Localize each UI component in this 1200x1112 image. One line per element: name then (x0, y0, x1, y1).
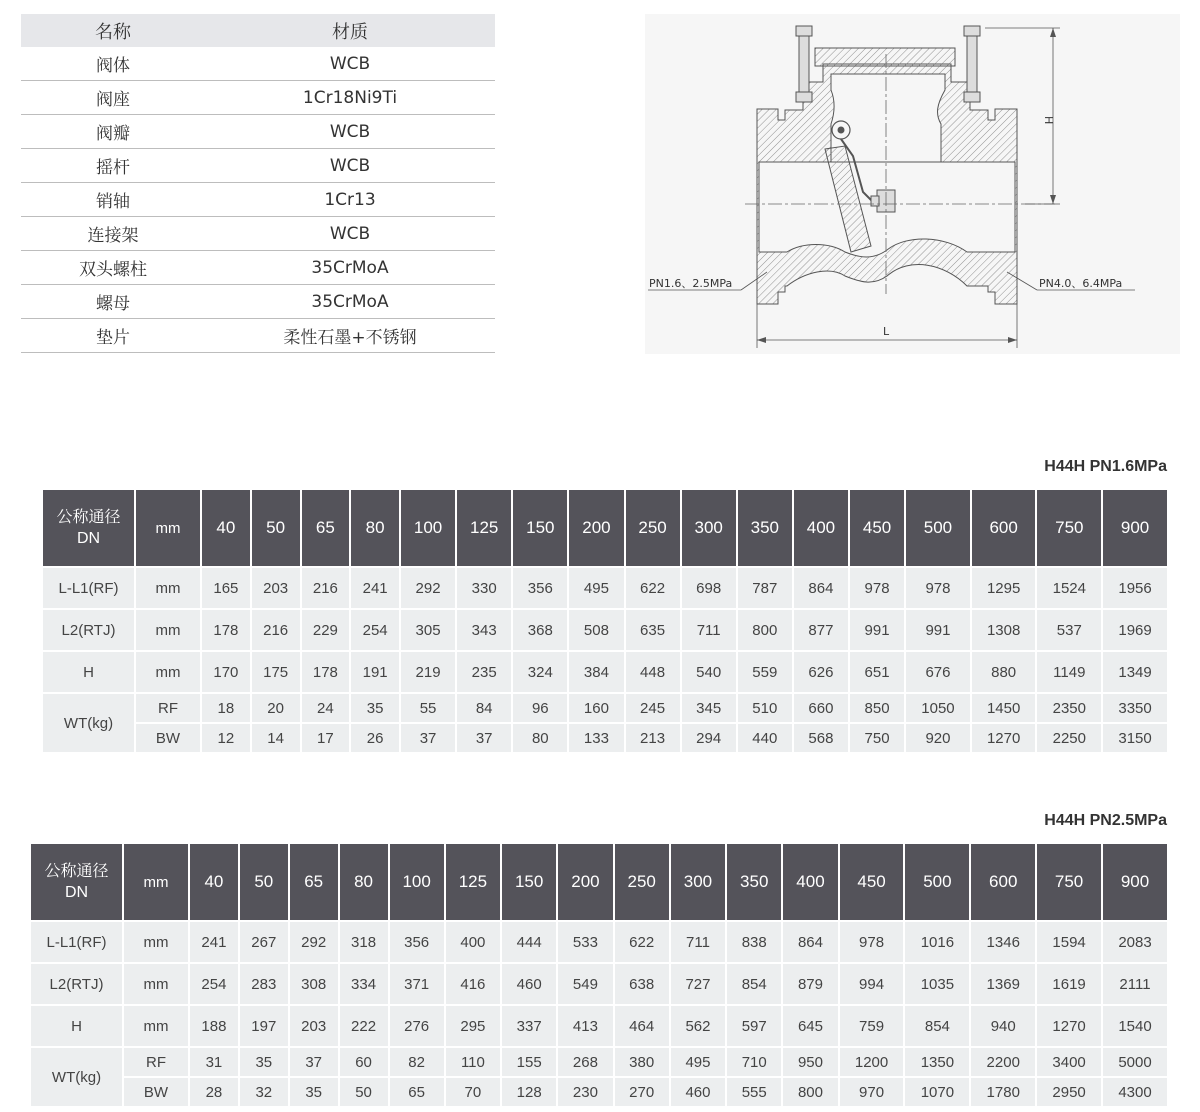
value-cell: 254 (351, 610, 399, 650)
value-cell: 371 (390, 964, 444, 1004)
value-cell: 400 (446, 922, 500, 962)
row-l2 (31, 964, 1167, 1004)
value-cell: 197 (240, 1006, 288, 1046)
size-cell: 65 (302, 490, 350, 566)
value-cell: 464 (615, 1006, 669, 1046)
value-cell: 5000 (1103, 1048, 1167, 1076)
value-cell: 128 (502, 1078, 556, 1106)
row-unit: RF (136, 694, 200, 722)
value-cell: 330 (457, 568, 511, 608)
materials-header-name: 名称 (21, 14, 205, 47)
row-label: L-L1(RF) (31, 922, 122, 962)
value-cell: 70 (446, 1078, 500, 1106)
row-l2 (43, 610, 1167, 650)
row-unit: BW (124, 1078, 188, 1106)
materials-row (21, 217, 495, 251)
size-cell: 80 (351, 490, 399, 566)
size-cell: 900 (1103, 844, 1167, 920)
materials-header-row (21, 14, 495, 47)
value-cell: 1524 (1037, 568, 1101, 608)
value-cell: 35 (351, 694, 399, 722)
value-cell: 864 (794, 568, 848, 608)
value-cell: 356 (513, 568, 567, 608)
value-cell: 1450 (972, 694, 1036, 722)
value-cell: 2250 (1037, 724, 1101, 752)
value-cell: 1780 (971, 1078, 1035, 1106)
value-cell: 178 (202, 610, 250, 650)
row-l-l1 (31, 922, 1167, 962)
materials-row (21, 183, 495, 217)
value-cell: 12 (202, 724, 250, 752)
value-cell: 444 (502, 922, 556, 962)
value-cell: 1969 (1103, 610, 1167, 650)
size-cell: 900 (1103, 490, 1167, 566)
value-cell: 991 (906, 610, 970, 650)
size-cell: 125 (446, 844, 500, 920)
value-cell: 324 (513, 652, 567, 692)
row-label: L2(RTJ) (31, 964, 122, 1004)
size-cell: 100 (390, 844, 444, 920)
value-cell: 37 (290, 1048, 338, 1076)
part-name: 销轴 (21, 183, 205, 217)
value-cell: 14 (252, 724, 300, 752)
value-cell: 540 (682, 652, 736, 692)
value-cell: 160 (569, 694, 623, 722)
value-cell: 188 (190, 1006, 238, 1046)
value-cell: 651 (850, 652, 904, 692)
value-cell: 345 (682, 694, 736, 722)
dn-header-line2: DN (76, 530, 101, 547)
value-cell: 276 (390, 1006, 444, 1046)
value-cell: 268 (558, 1048, 612, 1076)
value-cell: 978 (840, 922, 904, 962)
value-cell: 413 (558, 1006, 612, 1046)
value-cell: 416 (446, 964, 500, 1004)
value-cell: 495 (569, 568, 623, 608)
value-cell: 216 (252, 610, 300, 650)
row-unit: mm (136, 568, 200, 608)
size-cell: 350 (738, 490, 792, 566)
value-cell: 978 (906, 568, 970, 608)
value-cell: 4300 (1103, 1078, 1167, 1106)
value-cell: 950 (783, 1048, 837, 1076)
value-cell: 2950 (1037, 1078, 1101, 1106)
materials-row (21, 115, 495, 149)
materials-row (21, 149, 495, 183)
value-cell: 2111 (1103, 964, 1167, 1004)
dn-header-unit: mm (124, 844, 188, 920)
value-cell: 711 (671, 922, 725, 962)
dn-header-label (43, 490, 134, 566)
materials-row (21, 81, 495, 115)
value-cell: 133 (569, 724, 623, 752)
size-cell: 250 (626, 490, 680, 566)
value-cell: 216 (302, 568, 350, 608)
value-cell: 356 (390, 922, 444, 962)
weight-label: WT(kg) (31, 1048, 122, 1106)
value-cell: 1270 (972, 724, 1036, 752)
value-cell: 203 (252, 568, 300, 608)
row-h (31, 1006, 1167, 1046)
row-label: H (43, 652, 134, 692)
size-cell: 600 (972, 490, 1036, 566)
value-cell: 1016 (905, 922, 969, 962)
value-cell: 32 (240, 1078, 288, 1106)
dn-header-line1: 公称通径 (56, 509, 121, 526)
part-material: 柔性石墨+不锈钢 (205, 319, 495, 353)
value-cell: 645 (783, 1006, 837, 1046)
size-header-row (31, 844, 1167, 920)
value-cell: 1070 (905, 1078, 969, 1106)
value-cell: 1295 (972, 568, 1036, 608)
row-unit: mm (124, 964, 188, 1004)
value-cell: 28 (190, 1078, 238, 1106)
value-cell: 20 (252, 694, 300, 722)
value-cell: 1346 (971, 922, 1035, 962)
value-cell: 800 (738, 610, 792, 650)
size-cell: 80 (340, 844, 388, 920)
size-cell: 500 (906, 490, 970, 566)
value-cell: 787 (738, 568, 792, 608)
part-name: 阀体 (21, 47, 205, 81)
part-name: 阀瓣 (21, 115, 205, 149)
value-cell: 31 (190, 1048, 238, 1076)
value-cell: 440 (738, 724, 792, 752)
value-cell: 1956 (1103, 568, 1167, 608)
value-cell: 219 (401, 652, 455, 692)
value-cell: 318 (340, 922, 388, 962)
value-cell: 3400 (1037, 1048, 1101, 1076)
value-cell: 940 (971, 1006, 1035, 1046)
size-cell: 200 (569, 490, 623, 566)
value-cell: 568 (794, 724, 848, 752)
valve-cross-section-drawing (645, 14, 1180, 354)
value-cell: 235 (457, 652, 511, 692)
value-cell: 80 (513, 724, 567, 752)
size-cell: 450 (850, 490, 904, 566)
value-cell: 508 (569, 610, 623, 650)
dimension-l-label: L (883, 325, 890, 338)
value-cell: 622 (626, 568, 680, 608)
value-cell: 35 (290, 1078, 338, 1106)
value-cell: 334 (340, 964, 388, 1004)
value-cell: 850 (850, 694, 904, 722)
value-cell: 978 (850, 568, 904, 608)
value-cell: 1200 (840, 1048, 904, 1076)
value-cell: 267 (240, 922, 288, 962)
value-cell: 37 (457, 724, 511, 752)
value-cell: 343 (457, 610, 511, 650)
value-cell: 460 (671, 1078, 725, 1106)
part-material: WCB (205, 115, 495, 149)
value-cell: 991 (850, 610, 904, 650)
value-cell: 380 (615, 1048, 669, 1076)
row-unit: BW (136, 724, 200, 752)
part-material: 1Cr18Ni9Ti (205, 81, 495, 115)
part-material: 35CrMoA (205, 251, 495, 285)
size-cell: 250 (615, 844, 669, 920)
value-cell: 170 (202, 652, 250, 692)
value-cell: 533 (558, 922, 612, 962)
value-cell: 35 (240, 1048, 288, 1076)
value-cell: 555 (727, 1078, 781, 1106)
row-label: L-L1(RF) (43, 568, 134, 608)
value-cell: 877 (794, 610, 848, 650)
table-2-title: H44H PN2.5MPa (1044, 812, 1167, 829)
row-unit: mm (124, 922, 188, 962)
value-cell: 537 (1037, 610, 1101, 650)
value-cell: 1350 (905, 1048, 969, 1076)
size-cell: 65 (290, 844, 338, 920)
value-cell: 1619 (1037, 964, 1101, 1004)
value-cell: 559 (738, 652, 792, 692)
value-cell: 638 (615, 964, 669, 1004)
value-cell: 970 (840, 1078, 904, 1106)
value-cell: 82 (390, 1048, 444, 1076)
part-name: 垫片 (21, 319, 205, 353)
row-unit: mm (136, 652, 200, 692)
materials-header-material: 材质 (205, 14, 495, 47)
size-cell: 400 (794, 490, 848, 566)
row-unit: RF (124, 1048, 188, 1076)
row-label: H (31, 1006, 122, 1046)
part-material: WCB (205, 47, 495, 81)
dn-header-label (31, 844, 122, 920)
value-cell: 110 (446, 1048, 500, 1076)
materials-row (21, 319, 495, 353)
spec-table-pn16 (41, 488, 1169, 754)
value-cell: 3350 (1103, 694, 1167, 722)
size-header-row (43, 490, 1167, 566)
size-cell: 500 (905, 844, 969, 920)
value-cell: 622 (615, 922, 669, 962)
value-cell: 854 (905, 1006, 969, 1046)
size-cell: 50 (252, 490, 300, 566)
size-cell: 600 (971, 844, 1035, 920)
value-cell: 37 (401, 724, 455, 752)
size-cell: 350 (727, 844, 781, 920)
size-cell: 300 (682, 490, 736, 566)
value-cell: 1270 (1037, 1006, 1101, 1046)
dn-header-line2: DN (64, 884, 89, 901)
part-name: 双头螺柱 (21, 251, 205, 285)
spec-table-pn25 (29, 842, 1169, 1108)
value-cell: 880 (972, 652, 1036, 692)
value-cell: 308 (290, 964, 338, 1004)
value-cell: 660 (794, 694, 848, 722)
value-cell: 229 (302, 610, 350, 650)
value-cell: 1540 (1103, 1006, 1167, 1046)
value-cell: 24 (302, 694, 350, 722)
row-weight-rf (31, 1048, 1167, 1076)
value-cell: 1594 (1037, 922, 1101, 962)
value-cell: 994 (840, 964, 904, 1004)
value-cell: 759 (840, 1006, 904, 1046)
part-material: 1Cr13 (205, 183, 495, 217)
part-material: 35CrMoA (205, 285, 495, 319)
value-cell: 96 (513, 694, 567, 722)
value-cell: 254 (190, 964, 238, 1004)
value-cell: 549 (558, 964, 612, 1004)
size-cell: 750 (1037, 844, 1101, 920)
dimension-h-label: H (1042, 116, 1055, 125)
part-material: WCB (205, 149, 495, 183)
value-cell: 283 (240, 964, 288, 1004)
value-cell: 337 (502, 1006, 556, 1046)
row-weight-bw (31, 1078, 1167, 1106)
value-cell: 292 (290, 922, 338, 962)
value-cell: 222 (340, 1006, 388, 1046)
size-cell: 40 (202, 490, 250, 566)
value-cell: 203 (290, 1006, 338, 1046)
value-cell: 294 (682, 724, 736, 752)
value-cell: 838 (727, 922, 781, 962)
table-1-title: H44H PN1.6MPa (1044, 458, 1167, 475)
row-unit: mm (124, 1006, 188, 1046)
value-cell: 800 (783, 1078, 837, 1106)
size-cell: 400 (783, 844, 837, 920)
value-cell: 175 (252, 652, 300, 692)
dn-header-unit: mm (136, 490, 200, 566)
value-cell: 676 (906, 652, 970, 692)
size-cell: 150 (502, 844, 556, 920)
value-cell: 270 (615, 1078, 669, 1106)
value-cell: 165 (202, 568, 250, 608)
value-cell: 448 (626, 652, 680, 692)
value-cell: 55 (401, 694, 455, 722)
pn-left-label: PN1.6、2.5MPa (649, 277, 733, 290)
value-cell: 635 (626, 610, 680, 650)
value-cell: 1369 (971, 964, 1035, 1004)
value-cell: 597 (727, 1006, 781, 1046)
value-cell: 1050 (906, 694, 970, 722)
value-cell: 230 (558, 1078, 612, 1106)
value-cell: 26 (351, 724, 399, 752)
size-cell: 200 (558, 844, 612, 920)
value-cell: 213 (626, 724, 680, 752)
value-cell: 65 (390, 1078, 444, 1106)
value-cell: 18 (202, 694, 250, 722)
row-l-l1 (43, 568, 1167, 608)
value-cell: 368 (513, 610, 567, 650)
part-name: 摇杆 (21, 149, 205, 183)
dn-header-line1: 公称通径 (44, 863, 109, 880)
value-cell: 1035 (905, 964, 969, 1004)
value-cell: 711 (682, 610, 736, 650)
part-name: 连接架 (21, 217, 205, 251)
row-label: L2(RTJ) (43, 610, 134, 650)
value-cell: 3150 (1103, 724, 1167, 752)
value-cell: 155 (502, 1048, 556, 1076)
value-cell: 710 (727, 1048, 781, 1076)
value-cell: 727 (671, 964, 725, 1004)
size-cell: 300 (671, 844, 725, 920)
value-cell: 2350 (1037, 694, 1101, 722)
materials-row (21, 47, 495, 81)
row-h (43, 652, 1167, 692)
row-weight-bw (43, 724, 1167, 752)
materials-row (21, 251, 495, 285)
materials-row (21, 285, 495, 319)
value-cell: 626 (794, 652, 848, 692)
pn-right-label: PN4.0、6.4MPa (1039, 277, 1123, 290)
value-cell: 305 (401, 610, 455, 650)
size-cell: 150 (513, 490, 567, 566)
part-name: 螺母 (21, 285, 205, 319)
value-cell: 241 (190, 922, 238, 962)
size-cell: 40 (190, 844, 238, 920)
part-material: WCB (205, 217, 495, 251)
value-cell: 460 (502, 964, 556, 1004)
value-cell: 495 (671, 1048, 725, 1076)
row-unit: mm (136, 610, 200, 650)
size-cell: 750 (1037, 490, 1101, 566)
value-cell: 1308 (972, 610, 1036, 650)
materials-table (21, 14, 495, 353)
weight-label: WT(kg) (43, 694, 134, 752)
value-cell: 698 (682, 568, 736, 608)
value-cell: 879 (783, 964, 837, 1004)
value-cell: 1349 (1103, 652, 1167, 692)
value-cell: 750 (850, 724, 904, 752)
value-cell: 2200 (971, 1048, 1035, 1076)
size-cell: 100 (401, 490, 455, 566)
size-cell: 125 (457, 490, 511, 566)
value-cell: 241 (351, 568, 399, 608)
value-cell: 50 (340, 1078, 388, 1106)
value-cell: 920 (906, 724, 970, 752)
value-cell: 292 (401, 568, 455, 608)
value-cell: 295 (446, 1006, 500, 1046)
value-cell: 854 (727, 964, 781, 1004)
value-cell: 864 (783, 922, 837, 962)
value-cell: 2083 (1103, 922, 1167, 962)
size-cell: 450 (840, 844, 904, 920)
value-cell: 1149 (1037, 652, 1101, 692)
value-cell: 84 (457, 694, 511, 722)
row-weight-rf (43, 694, 1167, 722)
value-cell: 60 (340, 1048, 388, 1076)
value-cell: 562 (671, 1006, 725, 1046)
part-name: 阀座 (21, 81, 205, 115)
value-cell: 191 (351, 652, 399, 692)
value-cell: 245 (626, 694, 680, 722)
value-cell: 510 (738, 694, 792, 722)
value-cell: 384 (569, 652, 623, 692)
value-cell: 17 (302, 724, 350, 752)
value-cell: 178 (302, 652, 350, 692)
size-cell: 50 (240, 844, 288, 920)
